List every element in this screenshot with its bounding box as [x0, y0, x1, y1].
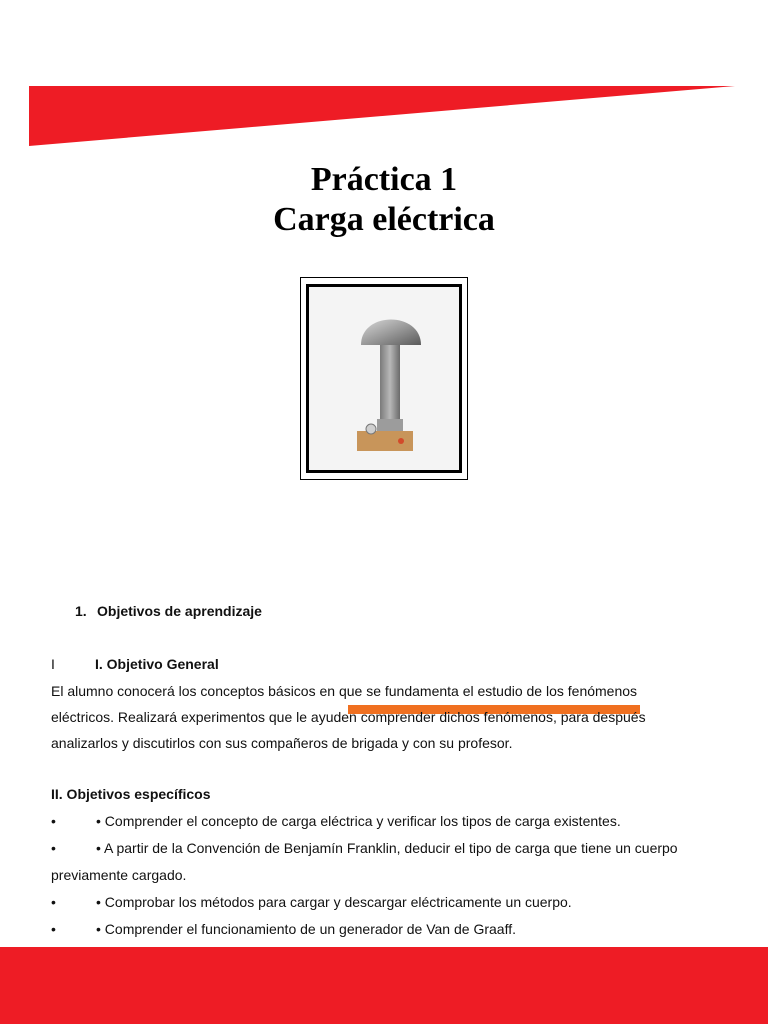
van-de-graaff-photo	[300, 277, 468, 480]
section-number: 1.	[75, 603, 87, 619]
list-item-text: • A partir de la Convención de Benjamín Franklin, deducir el tipo de carga que tiene un cuerpo	[96, 840, 678, 856]
van-de-graaff-illustration	[309, 287, 459, 470]
title-line-2: Carga eléctrica	[273, 201, 495, 238]
bullet-icon: •	[51, 813, 56, 829]
list-item	[51, 916, 751, 943]
section-title: Objetivos de aprendizaje	[97, 603, 262, 619]
section-heading-objectives	[75, 603, 262, 619]
footer-red-band	[0, 947, 768, 1024]
title-line-1: Práctica 1	[310, 161, 458, 198]
list-item-continuation	[51, 862, 751, 889]
list-marker: I	[51, 656, 55, 672]
bullet-icon: •	[51, 921, 56, 937]
paragraph-line: analizarlos y discutirlos con sus compañeros de brigada y con su profesor.	[51, 735, 513, 751]
list-item	[51, 808, 751, 835]
list-item-text: • Comprender el funcionamiento de un generador de Van de Graaff.	[96, 921, 516, 937]
general-objective-heading: I. Objetivo General	[95, 656, 219, 672]
list-item-text: • Comprobar los métodos para cargar y descargar eléctricamente un cuerpo.	[96, 894, 572, 910]
list-item	[51, 889, 751, 916]
list-item-text: previamente cargado.	[51, 867, 187, 883]
page-title	[0, 160, 768, 240]
bullet-icon: •	[51, 894, 56, 910]
specific-objectives-heading: II. Objetivos específicos	[51, 786, 211, 802]
paragraph-line: eléctricos. Realizará experimentos que le ayuden comprender dichos fenómenos, para después	[51, 709, 646, 725]
header-red-banner	[0, 0, 768, 160]
specific-objectives-list	[51, 808, 751, 943]
bullet-icon: •	[51, 840, 56, 856]
photo-inner-border	[306, 284, 462, 473]
list-item	[51, 835, 751, 862]
list-item-text: • Comprender el concepto de carga eléctrica y verificar los tipos de carga existentes.	[96, 813, 621, 829]
paragraph-line: El alumno conocerá los conceptos básicos en que se fundamenta el estudio de los fenómenos	[51, 683, 638, 699]
general-objective-paragraph	[51, 678, 731, 756]
